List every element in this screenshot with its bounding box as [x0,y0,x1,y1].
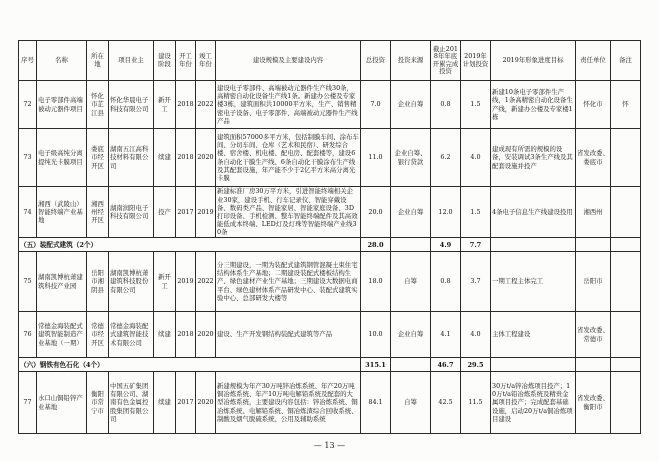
cell-target-2019: 建成现有所需的规模的设备，安装调试3条生产线及其配套设施并投产 [491,129,576,187]
table-row [19,312,641,358]
cell-note [611,187,641,238]
cell-content: 分三期建设，一期为装配式建筑钢管混凝土束住宅结构体系生产基地；二期建设装配式楼板结构生产、绿色建材产业生产基地；三期建设大数据电商平台、绿色建材体系产品研发中心、装配式建筑实验中心、总部研发大楼等 [216,252,361,312]
cell-plan-2019: 1.5 [461,187,491,238]
section-title: （五）装配式建筑（2个） [19,238,361,252]
column-header-end-year: 竣工年份 [196,41,216,81]
cell-stage: 续建 [154,129,176,187]
cell-owner: 湖南润阳电子科技有限公司 [109,187,154,238]
column-header-stage: 建设阶段 [154,41,176,81]
cell-owner: 中国五矿集团有限公司、湖南有色金属控股集团有限公司 [109,372,154,434]
cell-end-year: 2020 [196,312,216,358]
cell-no: 74 [19,187,37,238]
cell-no: 73 [19,129,37,187]
cell-content: 建筑面积57000多平方米，包括制膜车间、涂布车间、分切车间、仓库（艺术和民宿）、研发综合楼、宿舍楼、机电楼、配电房、配套楼等，建设6条自动化干膜生产线、6条自动化干膜涂布生产线及其配套设施，年产能不少于2亿平方米高分离光卡膜 [216,129,361,187]
cell-stage: 续建 [154,312,176,358]
cell-total-investment: 18.0 [361,252,391,312]
cell-note [611,252,641,312]
cell-start-year: 2018 [176,312,196,358]
section-row [19,358,641,372]
cell-funding-source: 企业自筹 [391,187,431,238]
cell-no: 76 [19,312,37,358]
cell-content: 新建标准厂房30万平方米，引进智能终端相关企业30家，建设手机、行车记录仪、智能穿戴设备、数码类产品、智能家居、智能家庭设备、3D打印设备、手机检测、整车智能终端配件及其高效能低成本终端、LED灯及灯珠等智能终端产业线30条 [216,187,361,238]
cell-total-investment: 7.0 [361,81,391,129]
cell-no: 75 [19,252,37,312]
column-header-location: 所在地 [87,41,109,81]
section-empty-cell [391,358,431,372]
cell-start-year: 2017 [176,187,196,238]
cell-funding-source: 自筹 [391,372,431,434]
cell-end-year: 2019 [196,187,216,238]
cell-target-2019: 4条电子信息生产线建设投用 [491,187,576,238]
cell-responsible-unit: 省发改委、常德市 [576,312,611,358]
cell-target-2019: 一期工程主体完工 [491,252,576,312]
cell-total-investment: 11.0 [361,129,391,187]
cell-end-year: 2022 [196,81,216,129]
cell-total-investment: 20.0 [361,187,391,238]
cell-location: 常德市经开区 [87,312,109,358]
cell-funding-source: 企业自筹、银行贷款 [391,129,431,187]
cell-name: 水口山铜铅锌产业基地 [37,372,87,434]
column-header-name: 名称 [37,41,87,81]
cell-target-2019: 新建10条电子零部件生产线，1条高精密自动化设备生产线，新建办公楼及专家楼1栋 [491,81,576,129]
cell-name: 湖南凯博杭萧建筑科技产业园 [37,252,87,312]
table-row [19,187,641,238]
column-header-start-year: 开工年份 [176,41,196,81]
section-total-investment: 28.0 [361,238,391,252]
cell-plan-2019: 11.5 [461,372,491,434]
cell-name: 常德金海装配式建筑智能制造产业基地（一期） [37,312,87,358]
column-header-plan-2019: 2019年计划投资 [461,41,491,81]
page-number: — 13 — [313,441,346,450]
cell-stage: 新开工 [154,252,176,312]
cell-target-2019: 30万t/a锌冶炼项目投产；10万t/a铅冶炼系统及精贵金属项目投产；完成配套基础设施，启动20万t/a铜冶炼项目建设 [491,372,576,434]
section-empty-cell [391,238,431,252]
cell-stage: 投产 [154,187,176,238]
cell-invested-2018: 0.8 [431,81,461,129]
cell-content: 新建规模为年产30万吨锌冶炼系统、年产20万吨铜冶炼系统、年产10万吨电解铅系统及配套的大型冶炼系统，主要建设内容包括：锌冶炼系统、铜冶炼系统、电解铅系统、铜冶炼渣综合回收系统、制酸及烟气脱硫系统、公用及辅助系统 [216,372,361,434]
cell-name: 湘西（武陵山）智能终端产业基地 [37,187,87,238]
cell-responsible-unit: 省发改委、衡阳市 [576,372,611,434]
column-header-responsible-unit: 责任单位 [576,41,611,81]
section-plan-2019: 29.5 [461,358,491,372]
column-header-total-investment: 总投资 [361,41,391,81]
table-row [19,129,641,187]
cell-note [611,312,641,358]
cell-invested-2018: 42.5 [431,372,461,434]
cell-location: 衡阳市常宁市 [87,372,109,434]
cell-end-year: 2020 [196,129,216,187]
cell-start-year: 2019 [176,252,196,312]
column-header-no: 序号 [19,41,37,81]
cell-invested-2018: 12.0 [431,187,461,238]
cell-name: 电子零部件高端被动元器件项目 [37,81,87,129]
cell-stage: 新开工 [154,81,176,129]
cell-note [611,129,641,187]
cell-location: 娄底市经开区 [87,129,109,187]
column-header-invested-2018: 截止2018年年底开累完成投资 [431,41,461,81]
cell-invested-2018: 0.8 [431,252,461,312]
section-empty-cell [576,358,611,372]
cell-responsible-unit: 岳阳市 [576,252,611,312]
section-invested-2018: 4.9 [431,238,461,252]
cell-note [611,372,641,434]
cell-total-investment: 84.1 [361,372,391,434]
cell-owner: 湖南凯博杭萧建筑科技股份有限公司 [109,252,154,312]
cell-plan-2019: 3.7 [461,252,491,312]
cell-funding-source: 自筹 [391,252,431,312]
cell-owner: 常德金海装配式建筑智能技术有限公司 [109,312,154,358]
section-total-investment: 315.1 [361,358,391,372]
table-header-row [19,41,641,81]
column-header-funding-source: 投资来源 [391,41,431,81]
section-plan-2019: 7.7 [461,238,491,252]
cell-plan-2019: 4.0 [461,312,491,358]
cell-content: 建设、生产开发钢结构装配式建筑等产品 [216,312,361,358]
section-empty-cell [611,238,641,252]
table-row [19,252,641,312]
cell-stage: 续建 [154,372,176,434]
cell-end-year: 2020 [196,372,216,434]
column-header-target-2019: 2019年形象进度目标 [491,41,576,81]
cell-responsible-unit: 省发改委、娄底市 [576,129,611,187]
cell-plan-2019: 4.0 [461,129,491,187]
section-row [19,238,641,252]
cell-no: 77 [19,372,37,434]
cell-location: 湘西州经开区 [87,187,109,238]
table-row [19,81,641,129]
section-empty-cell [491,238,576,252]
cell-name: 电子级高纯分离提纯光卡膜项目 [37,129,87,187]
cell-responsible-unit: 湘西州 [576,187,611,238]
cell-funding-source: 企业自筹 [391,81,431,129]
cell-location: 怀化市芷江县 [87,81,109,129]
cell-no: 72 [19,81,37,129]
section-empty-cell [611,358,641,372]
cell-invested-2018: 4.1 [431,312,461,358]
cell-start-year: 2018 [176,81,196,129]
cell-owner: 湖南五江高科技材料有限公司 [109,129,154,187]
cell-location: 岳阳市湘阴县 [87,252,109,312]
cell-funding-source: 企业自筹 [391,312,431,358]
cell-total-investment: 10.0 [361,312,391,358]
section-invested-2018: 46.7 [431,358,461,372]
project-table [18,40,641,434]
section-empty-cell [491,358,576,372]
cell-owner: 怀化华晨电子科技有限公司 [109,81,154,129]
column-header-owner: 项目业主 [109,41,154,81]
section-empty-cell [576,238,611,252]
cell-plan-2019: 1.5 [461,81,491,129]
column-header-note: 备注 [611,41,641,81]
cell-target-2019: 主体工程建设 [491,312,576,358]
table-row [19,372,641,434]
cell-start-year: 2018 [176,129,196,187]
cell-start-year: 2017 [176,372,196,434]
column-header-content: 建设规模及主要建设内容 [216,41,361,81]
cell-end-year: 2022 [196,252,216,312]
cell-responsible-unit: 怀化市 [576,81,611,129]
cell-content: 建设电子零部件、高端被动元器件生产线30条，高精密自动化设备生产线1条。新建办公楼及专家楼3栋，建筑面积共10000平方米，生产、销售精密电子设备、电子零部件、高端被动元器件生产线产品 [216,81,361,129]
section-title: （六）钢铁有色石化（4个） [19,358,361,372]
cell-note: 怀 [611,81,641,129]
cell-invested-2018: 6.2 [431,129,461,187]
